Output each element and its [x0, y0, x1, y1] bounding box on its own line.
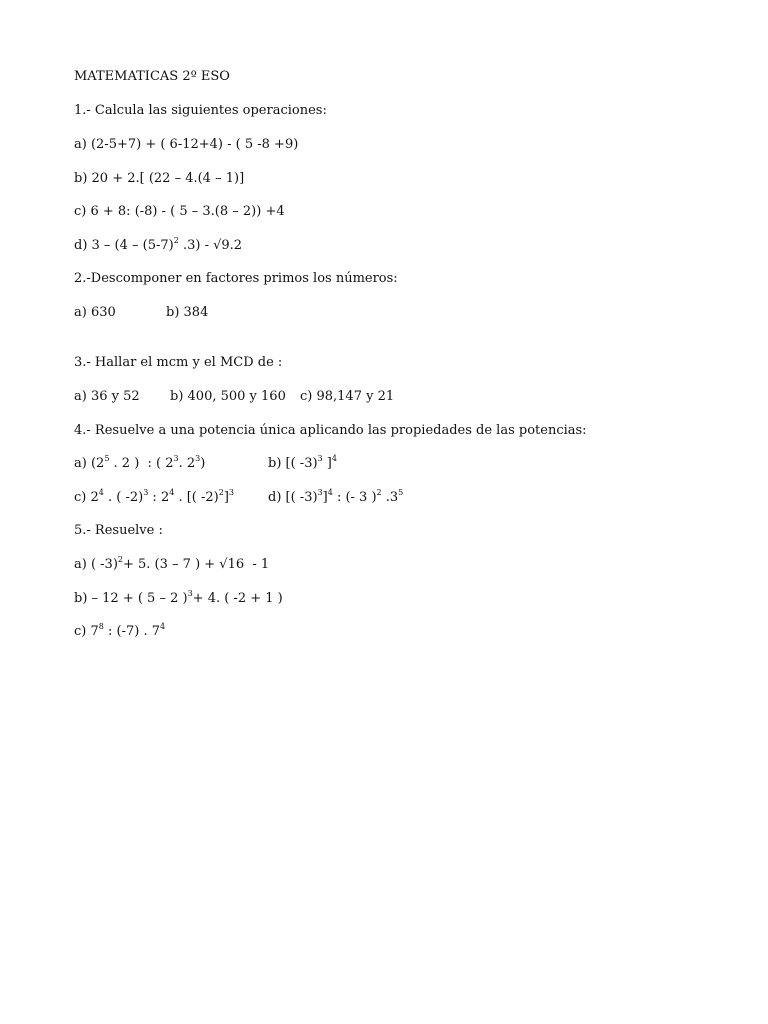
- question-5-heading: 5.- Resuelve :: [74, 523, 163, 538]
- text-run: . [( -2): [174, 490, 219, 505]
- question-2-item-a: a) 630: [74, 305, 116, 320]
- text-run: : (-7) . 7: [103, 624, 160, 639]
- text-run: b) [( -3): [268, 456, 318, 471]
- question-4-heading: 4.- Resuelve a una potencia única aplicando las propiedades de las potencias:: [74, 423, 587, 438]
- text-run: : 2: [148, 490, 170, 505]
- question-2-item-b: b) 384: [166, 305, 209, 320]
- exponent: 8: [98, 622, 104, 631]
- exponent: 4: [331, 454, 337, 463]
- exponent: 3: [317, 454, 323, 463]
- text-run: a) (2: [74, 456, 105, 471]
- document-title: MATEMATICAS 2º ESO: [74, 69, 230, 84]
- exponent: 3: [195, 454, 201, 463]
- question-2-heading: 2.-Descomponer en factores primos los números:: [74, 271, 398, 286]
- question-3-item-a: a) 36 y 52: [74, 389, 140, 404]
- question-1-item-b: b) 20 + 2.[ (22 – 4.(4 – 1)]: [74, 171, 245, 186]
- question-4-item-d: [268, 490, 403, 506]
- question-1-item-d: [74, 238, 242, 254]
- text-run: d) [( -3): [268, 490, 318, 505]
- exponent: 4: [169, 488, 175, 497]
- exponent: 2: [173, 236, 179, 245]
- text-run: ]: [223, 490, 229, 505]
- text-run: b) – 12 + ( 5 – 2 ): [74, 591, 188, 606]
- exponent: 2: [376, 488, 382, 497]
- exponent: 4: [159, 622, 166, 631]
- question-1-item-a: a) (2-5+7) + ( 6-12+4) - ( 5 -8 +9): [74, 137, 299, 152]
- text-run: . ( -2): [103, 490, 144, 505]
- exponent: 4: [98, 488, 104, 497]
- question-5-item-c: [74, 624, 165, 640]
- question-4-item-a: [74, 456, 205, 472]
- question-3-item-b: b) 400, 500 y 160: [170, 389, 286, 404]
- exponent: 5: [104, 454, 110, 463]
- text-run: a) ( -3): [74, 557, 118, 572]
- question-3-item-c: c) 98,147 y 21: [300, 389, 395, 404]
- exponent: 3: [228, 488, 234, 497]
- text-run: ): [200, 456, 206, 471]
- text-run: c) 7: [74, 624, 99, 639]
- text-run: d) 3 – (4 – (5-7): [74, 238, 174, 253]
- exponent: 2: [117, 555, 123, 564]
- text-run: c) 2: [74, 490, 99, 505]
- text-run: ]: [322, 490, 328, 505]
- text-run: .3) - √9.2: [178, 238, 243, 253]
- question-5-item-b: [74, 591, 283, 607]
- text-run: . 2 ) : ( 2: [109, 456, 174, 471]
- question-3-heading: 3.- Hallar el mcm y el MCD de :: [74, 355, 283, 370]
- exponent: 3: [187, 589, 193, 598]
- text-run: + 5. (3 – 7 ) + √16 - 1: [123, 557, 270, 572]
- exponent: 3: [317, 488, 323, 497]
- question-1-heading: 1.- Calcula las siguientes operaciones:: [74, 103, 327, 118]
- text-run: . 2: [178, 456, 196, 471]
- exponent: 4: [327, 488, 333, 497]
- question-1-item-c: c) 6 + 8: (-8) - ( 5 – 3.(8 – 2)) +4: [74, 204, 285, 219]
- text-run: : (- 3 ): [332, 490, 377, 505]
- text-run: .3: [381, 490, 399, 505]
- question-4-item-c: [74, 490, 234, 506]
- exponent: 3: [143, 488, 149, 497]
- question-4-item-b: [268, 456, 337, 472]
- question-5-item-a: [74, 557, 269, 573]
- exponent: 2: [218, 488, 224, 497]
- exponent: 5: [398, 488, 404, 497]
- exponent: 3: [173, 454, 179, 463]
- text-run: + 4. ( -2 + 1 ): [192, 591, 283, 606]
- text-run: ]: [322, 456, 332, 471]
